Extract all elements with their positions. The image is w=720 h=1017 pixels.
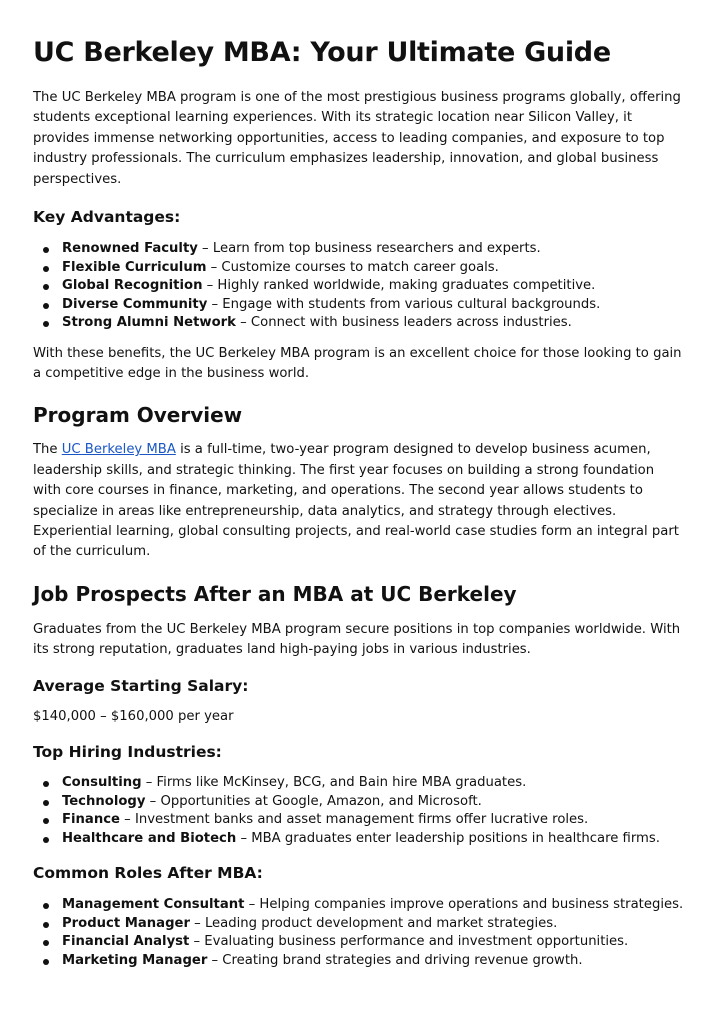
list-item xyxy=(33,296,720,315)
bullet-icon xyxy=(43,959,49,965)
hiring-industries-heading: Top Hiring Industries: xyxy=(33,743,222,761)
benefits-paragraph: With these benefits, the UC Berkeley MBA program is an excellent choice for those looking to gain a competitive edge in the business world. xyxy=(33,345,682,381)
list-item xyxy=(33,240,720,259)
item-desc: – Learn from top business researchers and experts. xyxy=(197,241,541,257)
salary-value: $140,000 – $160,000 per year xyxy=(33,708,234,724)
item-term: Technology xyxy=(62,793,146,809)
bullet-icon xyxy=(43,903,49,909)
list-item xyxy=(33,314,720,333)
list-item xyxy=(33,830,720,849)
item-term: Consulting xyxy=(62,775,142,790)
item-desc: – Firms like McKinsey, BCG, and Bain hire MBA graduates. xyxy=(141,775,527,790)
uc-berkeley-mba-link[interactable]: UC Berkeley MBA xyxy=(61,442,176,458)
list-item xyxy=(33,811,720,830)
key-advantages-heading: Key Advantages: xyxy=(33,208,181,227)
list-item xyxy=(33,259,720,278)
item-term: Strong Alumni Network xyxy=(62,315,236,331)
item-term: Global Recognition xyxy=(62,278,203,294)
list-item xyxy=(33,277,720,296)
list-item xyxy=(33,952,720,971)
program-overview-heading: Program Overview xyxy=(33,403,243,428)
item-term: Flexible Curriculum xyxy=(62,259,207,275)
bullet-icon xyxy=(43,818,49,824)
list-item xyxy=(33,896,720,915)
key-advantages-list xyxy=(33,240,720,333)
bullet-icon xyxy=(43,303,49,309)
overview-text-before: The xyxy=(33,442,62,458)
item-desc: – Engage with students from various cultural backgrounds. xyxy=(207,296,601,312)
common-roles-heading: Common Roles After MBA: xyxy=(33,864,263,882)
bullet-icon xyxy=(43,837,49,843)
item-desc: – Customize courses to match career goals. xyxy=(206,259,499,275)
common-roles-list xyxy=(33,896,720,970)
bullet-icon xyxy=(43,284,49,290)
item-term: Renowned Faculty xyxy=(62,241,198,257)
item-desc: – Helping companies improve operations and business strategies. xyxy=(244,897,684,912)
bullet-icon xyxy=(43,800,49,806)
bullet-icon xyxy=(43,321,49,327)
item-desc: – MBA graduates enter leadership positions in healthcare firms. xyxy=(236,830,660,846)
job-prospects-heading: Job Prospects After an MBA at UC Berkeley xyxy=(33,581,517,606)
item-desc: – Creating brand strategies and driving revenue growth. xyxy=(207,952,583,968)
bullet-icon xyxy=(43,781,49,787)
list-item xyxy=(33,774,720,793)
item-desc: – Opportunities at Google, Amazon, and Microsoft. xyxy=(145,793,482,809)
item-desc: – Leading product development and market strategies. xyxy=(189,915,558,931)
hiring-industries-list xyxy=(33,774,720,848)
list-item xyxy=(33,933,720,952)
list-item xyxy=(33,793,720,812)
list-item xyxy=(33,915,720,934)
bullet-icon xyxy=(43,266,49,272)
overview-text-after: is a full-time, two-year program designed to develop business acumen, leadership skills, and strategic thinking. The first year focuses on building a strong foundation with core courses in finance, marketing, and operations. The second year allows students to specialize in areas like entrepreneurship, data analytics, and strategy through electives. Experiential learning, global consulting projects, and real-world case studies form an integral part of the curriculum. xyxy=(33,442,679,560)
item-desc: – Evaluating business performance and investment opportunities. xyxy=(189,934,629,949)
bullet-icon xyxy=(43,940,49,946)
bullet-icon xyxy=(43,247,49,253)
item-desc: – Connect with business leaders across industries. xyxy=(235,315,572,331)
item-term: Financial Analyst xyxy=(62,934,190,949)
item-desc: – Highly ranked worldwide, making graduates competitive. xyxy=(202,278,596,294)
item-term: Marketing Manager xyxy=(62,952,208,968)
page-title: UC Berkeley MBA: Your Ultimate Guide xyxy=(33,37,611,68)
item-term: Product Manager xyxy=(62,915,190,931)
item-desc: – Investment banks and asset management firms offer lucrative roles. xyxy=(119,812,589,827)
item-term: Finance xyxy=(62,812,120,827)
program-overview-paragraph xyxy=(33,440,683,562)
job-prospects-paragraph: Graduates from the UC Berkeley MBA program secure positions in top companies worldwide. With its strong reputation, graduates land high-paying jobs in various industries. xyxy=(33,621,681,658)
item-term: Diverse Community xyxy=(62,296,208,312)
intro-paragraph: The UC Berkeley MBA program is one of the most prestigious business programs globally, offering students exceptional learning experiences. With its strategic location near Silicon Valley, it provides immense networking opportunities, access to leading companies, and exposure to top industry professionals. The curriculum emphasizes leadership, innovation, and global business perspectives. xyxy=(33,90,681,187)
item-term: Healthcare and Biotech xyxy=(62,830,237,846)
item-term: Management Consultant xyxy=(62,897,245,912)
salary-heading: Average Starting Salary: xyxy=(33,676,249,695)
bullet-icon xyxy=(43,922,49,928)
